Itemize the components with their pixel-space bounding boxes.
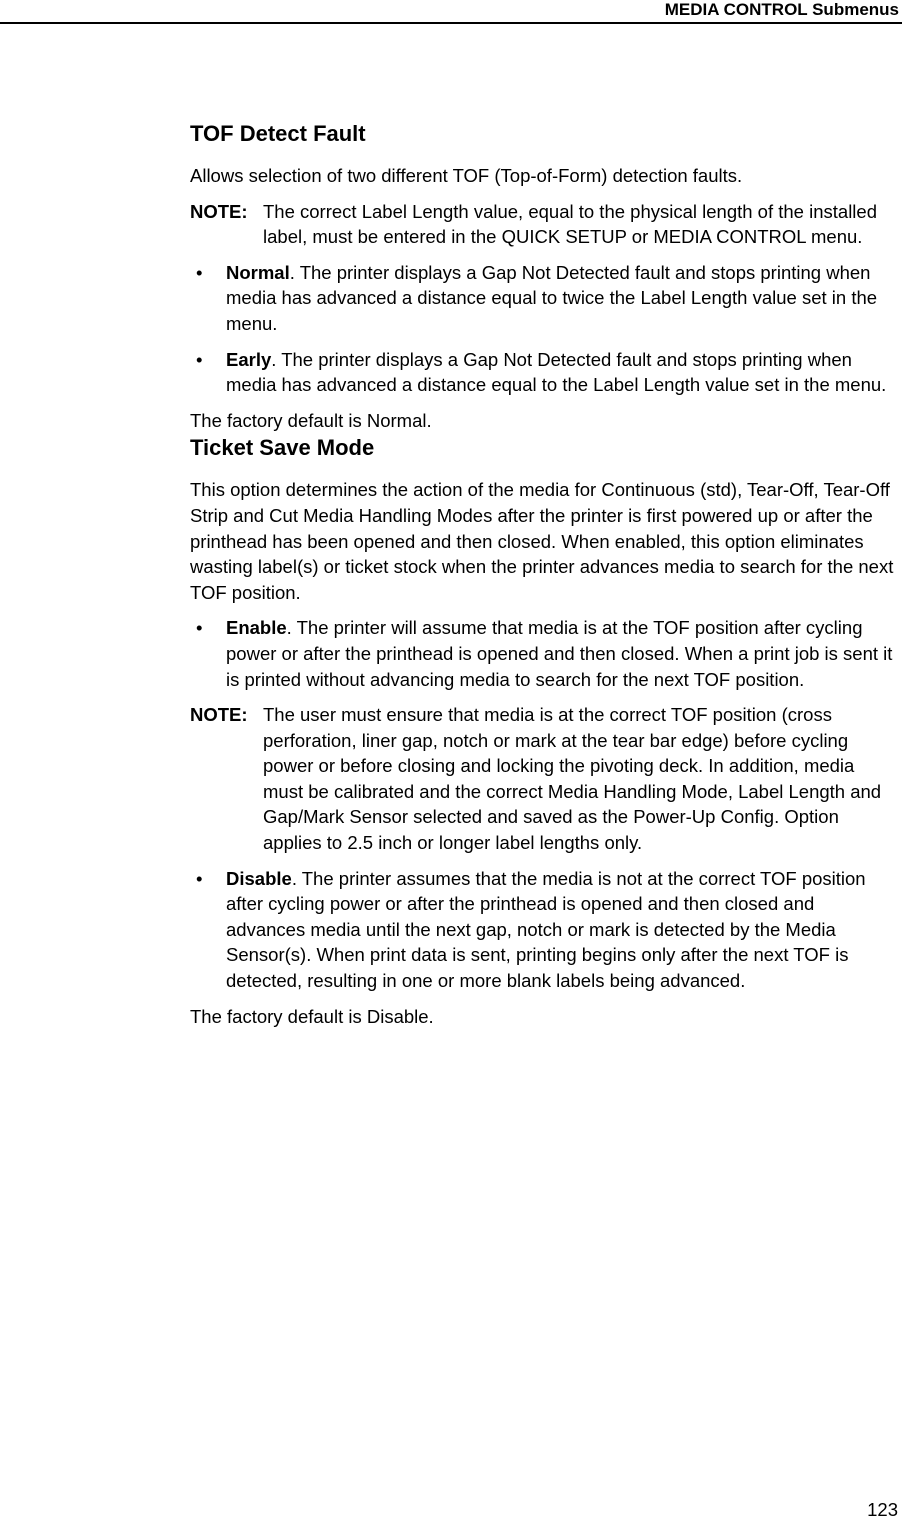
option-term: Normal [226, 261, 290, 283]
bullet-icon: • [196, 867, 203, 889]
note-text: The user must ensure that media is at the correct TOF position (cross perforation, liner gap, notch or mark at the tear bar edge) before cycling power or before closing and locking the pivoting deck. In addition, media must be calibrated and the correct Media Handling Mode, Label Length and Gap/Mark Sensor selected and saved as the Power-Up Config. Option applies to 2.5 inch or longer label lengths only. [263, 704, 882, 854]
option-normal [190, 260, 898, 337]
running-header-title: MEDIA CONTROL Submenus [664, 0, 899, 19]
option-term: Enable [226, 617, 287, 639]
note-label: NOTE: [190, 704, 248, 726]
page-content [190, 119, 898, 1029]
option-description: . The printer displays a Gap Not Detected fault and stops printing when media has advanced a distance equal to twice the Label Length value set in the menu. [226, 261, 878, 334]
option-description: . The printer will assume that media is at the TOF position after cycling power or after the printhead is opened and then closed. When a print job is sent it is printed without advancing media to search for the next TOF position. [226, 617, 893, 690]
factory-default-text: The factory default is Normal. [190, 409, 432, 431]
section-intro: This option determines the action of the media for Continuous (std), Tear-Off, Tear-Off Strip and Cut Media Handling Modes after the printer is first powered up or after the printhead has been opened and then closed. When enabled, this option eliminates wasting label(s) or ticket stock when the printer advances media to search for the next TOF position. [190, 479, 894, 603]
note-block [190, 199, 898, 250]
page-number: 123 [867, 1499, 898, 1520]
bullet-icon: • [196, 348, 203, 370]
note-label: NOTE: [190, 200, 248, 222]
option-disable [190, 866, 898, 994]
section-intro: Allows selection of two different TOF (Top-of-Form) detection faults. [190, 165, 743, 186]
option-early [190, 347, 898, 398]
note-text: The correct Label Length value, equal to the physical length of the installed label, must be entered in the QUICK SETUP or MEDIA CONTROL menu. [263, 200, 877, 248]
factory-default-text: The factory default is Disable. [190, 1005, 434, 1027]
running-header [0, 0, 902, 24]
option-description: . The printer assumes that the media is not at the correct TOF position after cycling power or after the printhead is opened and then closed and advances media until the next gap, notch or mark is detected by the Media Sensor(s). When print data is sent, printing begins only after the next TOF is detected, resulting in one or more blank labels being advanced. [226, 867, 866, 992]
option-term: Disable [226, 867, 292, 889]
section-title-tof-detect-fault: TOF Detect Fault [190, 121, 366, 146]
bullet-icon: • [196, 261, 203, 283]
bullet-icon: • [196, 617, 203, 639]
section-title-ticket-save-mode: Ticket Save Mode [190, 435, 375, 461]
option-description: . The printer displays a Gap Not Detected fault and stops printing when media has advanced a distance equal to the Label Length value set in the menu. [226, 348, 887, 396]
option-term: Early [226, 348, 272, 370]
note-block [190, 702, 898, 856]
option-enable [190, 615, 898, 692]
